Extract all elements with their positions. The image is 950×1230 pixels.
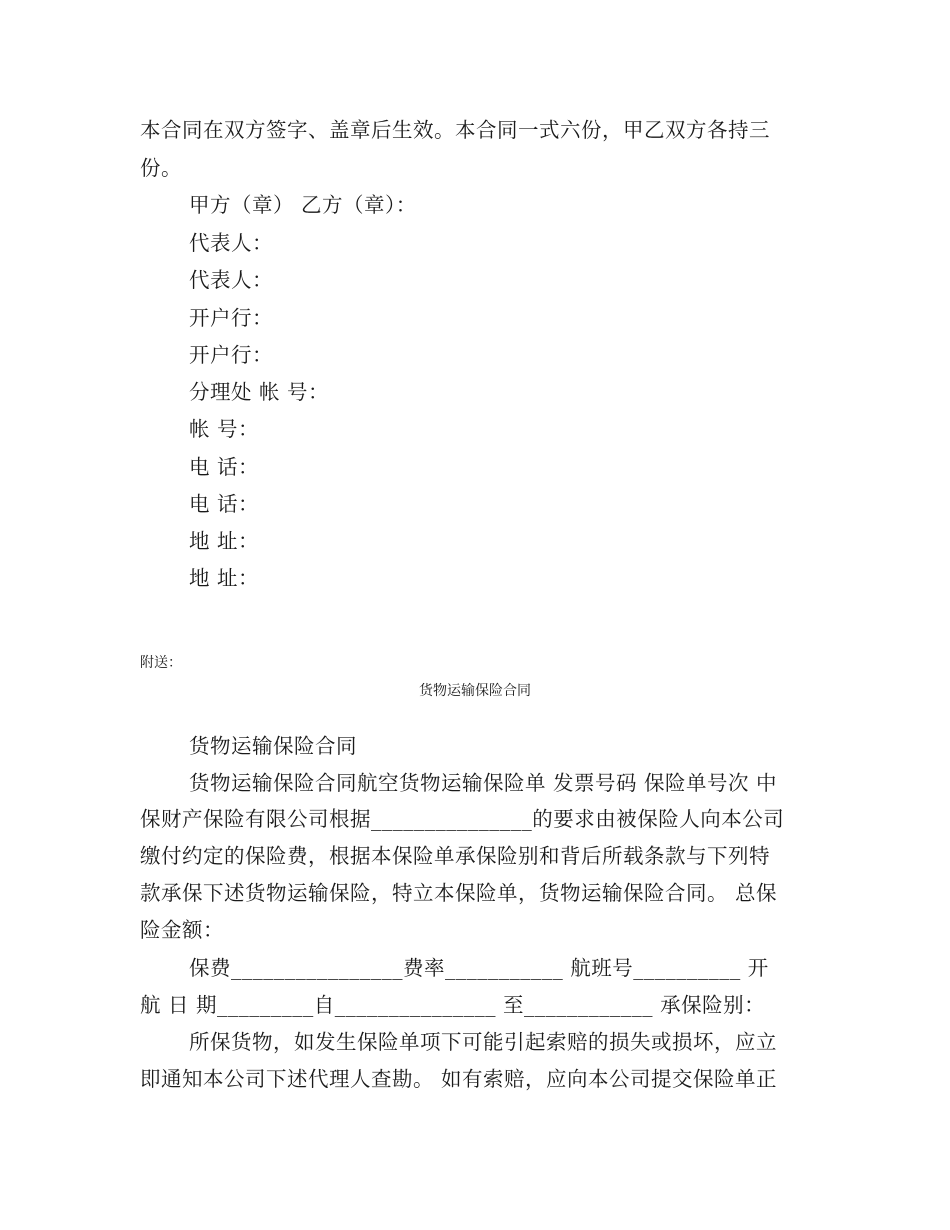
effective-clause-line-2: 份。 xyxy=(140,156,182,180)
signature-representative-a: 代表人： xyxy=(189,231,273,255)
contract-p1-line-4: 款承保下述货物运输保险，特立本保险单，货物运输保险合同。 总保 xyxy=(140,881,778,905)
signature-bank-b: 开户行： xyxy=(189,343,273,367)
signature-address-b: 地 址： xyxy=(189,566,260,590)
contract-p1-line-5: 险金额： xyxy=(140,918,224,942)
signature-account: 帐 号： xyxy=(189,417,260,441)
signature-phone-b: 电 话： xyxy=(189,492,260,516)
signature-address-a: 地 址： xyxy=(189,529,260,553)
signature-representative-b: 代表人： xyxy=(189,268,273,292)
effective-clause-line-1: 本合同在双方签字、盖章后生效。本合同一式六份，甲乙双方各持三 xyxy=(140,118,770,142)
contract-p1-line-2: 保财产保险有限公司根据_______________的要求由被保险人向本公司 xyxy=(140,807,785,831)
signature-parties: 甲方（章） 乙方（章）： xyxy=(189,193,417,217)
signature-bank-a: 开户行： xyxy=(189,306,273,330)
appendix-heading: 货物运输保险合同 xyxy=(419,683,531,699)
contract-p2-line-1: 保费________________费率___________ 航班号__________ 开 xyxy=(189,956,769,980)
signature-phone-a: 电 话： xyxy=(189,455,260,479)
contract-p3-line-2: 即通知本公司下述代理人查勘。 如有索赔，应向本公司提交保险单正 xyxy=(140,1067,778,1091)
appendix-label: 附送： xyxy=(140,655,182,671)
contract-title: 货物运输保险合同 xyxy=(189,734,357,758)
contract-p1-line-1: 货物运输保险合同航空货物运输保险单 发票号码 保险单号次 中 xyxy=(189,771,778,795)
contract-p1-line-3: 缴付约定的保险费，根据本保险单承保险别和背后所载条款与下列特 xyxy=(140,844,770,868)
signature-branch-account: 分理处 帐 号： xyxy=(189,380,330,404)
contract-p3-line-1: 所保货物，如发生保险单项下可能引起索赔的损失或损坏，应立 xyxy=(189,1030,777,1054)
contract-p2-line-2: 航 日 期_________自_______________ 至____________ 承保险别： xyxy=(140,993,766,1017)
